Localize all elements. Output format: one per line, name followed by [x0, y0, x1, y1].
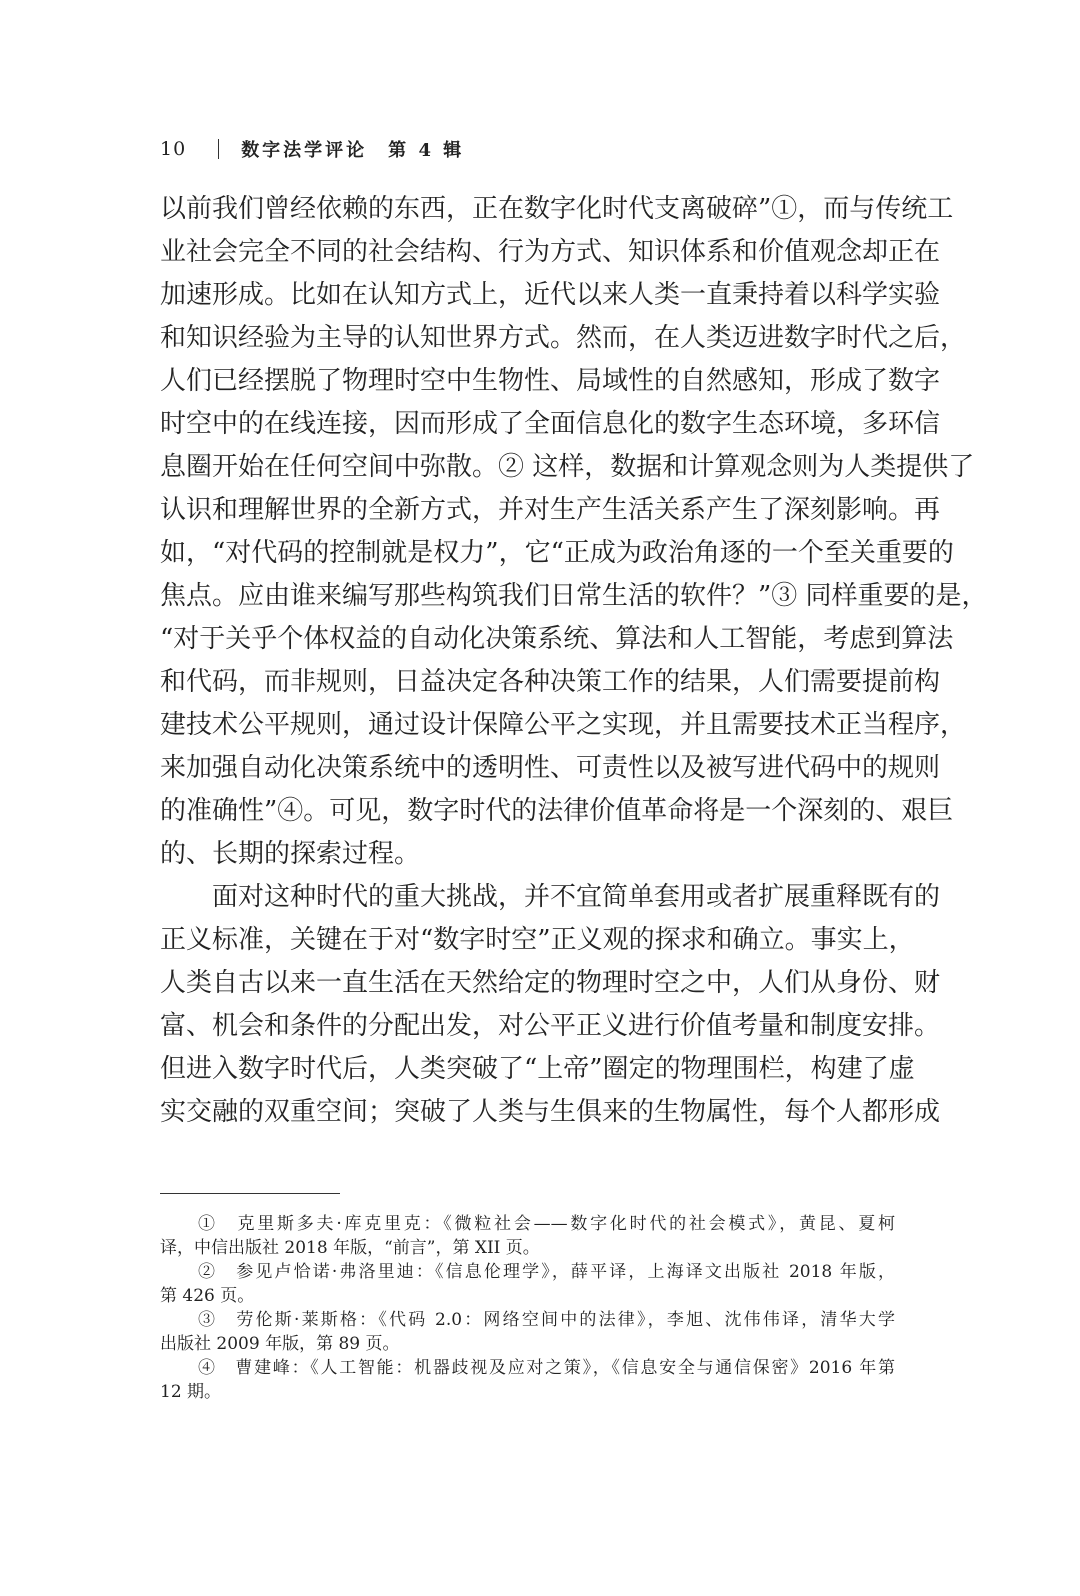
footnote-line: 第 426 页。	[160, 1286, 255, 1306]
footnote-3	[160, 1308, 895, 1356]
footnote-line: ③ 劳伦斯·莱斯格：《代码 2.0：网络空间中的法律》，李旭、沈伟伟译，清华大学	[198, 1310, 895, 1330]
text-line: 加速形成。比如在认知方式上，近代以来人类一直秉持着以科学实验	[160, 280, 941, 310]
footnote-4	[160, 1356, 895, 1404]
main-text	[160, 188, 988, 1134]
text-line: 和代码，而非规则，日益决定各种决策工作的结果，人们需要提前构	[160, 667, 941, 697]
footnote-line: ① 克里斯多夫·库克里克：《微粒社会——数字化时代的社会模式》，黄昆、夏柯	[198, 1214, 895, 1234]
footnote-1	[160, 1212, 895, 1260]
text-line: 富、机会和条件的分配出发，对公平正义进行价值考量和制度安排。	[160, 1011, 941, 1041]
text-line: 人们已经摆脱了物理时空中生物性、局域性的自然感知，形成了数字	[160, 366, 941, 396]
footnote-2	[160, 1260, 895, 1308]
text-line: 业社会完全不同的社会结构、行为方式、知识体系和价值观念却正在	[160, 237, 941, 267]
text-line: 面对这种时代的重大挑战，并不宜简单套用或者扩展重释既有的	[212, 882, 941, 912]
footnote-line: ② 参见卢恰诺·弗洛里迪：《信息伦理学》，薛平译，上海译文出版社 2018 年版，	[198, 1262, 895, 1282]
footnote-rule	[160, 1193, 340, 1194]
text-line: “对于关乎个体权益的自动化决策系统、算法和人工智能，考虑到算法	[160, 624, 954, 654]
text-line: 但进入数字时代后，人类突破了“上帝”圈定的物理围栏，构建了虚	[160, 1054, 915, 1084]
footnote-line: 译，中信出版社 2018 年版，“前言”，第 XII 页。	[160, 1238, 540, 1258]
text-line: 来加强自动化决策系统中的透明性、可责性以及被写进代码中的规则	[160, 753, 941, 783]
book-title: 数字法学评论 第 4 辑	[241, 140, 465, 161]
footnote-line: 出版社 2009 年版，第 89 页。	[160, 1334, 400, 1354]
text-line: 时空中的在线连接，因而形成了全面信息化的数字生态环境，多环信	[160, 409, 941, 439]
text-line: 和知识经验为主导的认知世界方式。然而，在人类迈进数字时代之后，	[160, 323, 967, 353]
text-line: 人类自古以来一直生活在天然给定的物理时空之中，人们从身份、财	[160, 968, 941, 998]
text-line: 正义标准，关键在于对“数字时空”正义观的探求和确立。事实上，	[160, 925, 915, 955]
text-line: 的准确性”④。可见，数字时代的法律价值革命将是一个深刻的、艰巨	[160, 796, 954, 826]
text-line: 以前我们曾经依赖的东西，正在数字化时代支离破碎”①，而与传统工	[160, 194, 954, 224]
header-divider	[218, 139, 219, 159]
footnotes	[160, 1212, 895, 1404]
text-line: 如，“对代码的控制就是权力”，它“正成为政治角逐的一个至关重要的	[160, 538, 954, 568]
text-line: 息圈开始在任何空间中弥散。② 这样，数据和计算观念则为人类提供了	[160, 452, 975, 482]
footnote-line: ④ 曹建峰：《人工智能：机器歧视及应对之策》，《信息安全与通信保密》2016 年第	[198, 1358, 895, 1378]
running-header	[160, 134, 464, 164]
text-line: 认识和理解世界的全新方式，并对生产生活关系产生了深刻影响。再	[160, 495, 941, 525]
text-line: 的、长期的探索过程。	[160, 839, 421, 869]
text-line: 建技术公平规则，通过设计保障公平之实现，并且需要技术正当程序，	[160, 710, 967, 740]
text-line: 实交融的双重空间；突破了人类与生俱来的生物属性，每个人都形成	[160, 1097, 941, 1127]
text-line: 焦点。应由谁来编写那些构筑我们日常生活的软件？”③ 同样重要的是，	[160, 581, 988, 611]
page-number: 10	[160, 138, 187, 160]
footnote-line: 12 期。	[160, 1382, 222, 1402]
